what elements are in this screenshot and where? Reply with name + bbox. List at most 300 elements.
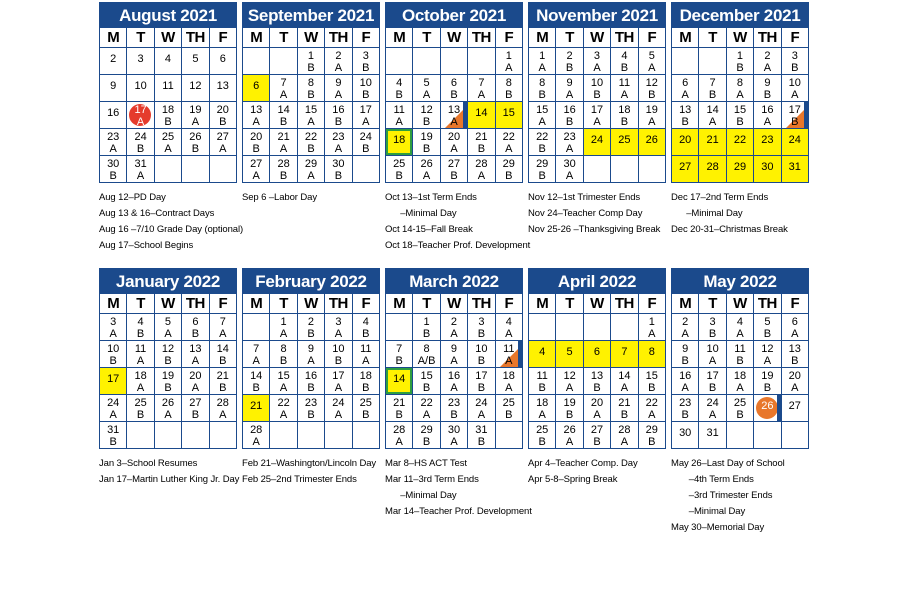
weekday-header: F <box>782 294 809 314</box>
day-cell <box>639 368 666 395</box>
day-cell <box>754 156 781 183</box>
day-cell <box>270 156 297 183</box>
month-grid <box>671 27 809 183</box>
empty-cell <box>468 48 495 75</box>
day-cell <box>639 129 666 156</box>
day-number: 8 <box>505 77 512 89</box>
day-cell <box>441 368 468 395</box>
day-number: 3 <box>362 50 369 62</box>
day-cell <box>155 48 182 75</box>
ab-day-label: B <box>648 436 656 448</box>
day-cell <box>413 102 440 129</box>
day-cell <box>727 314 754 341</box>
day-cell <box>298 129 325 156</box>
ab-day-label: A <box>593 62 601 74</box>
ab-day-label: A <box>252 116 260 128</box>
day-number: 13 <box>679 104 692 116</box>
ab-day-label: B <box>307 382 315 394</box>
ab-day-label: B <box>252 382 260 394</box>
day-number: 13 <box>189 343 202 355</box>
ab-day-label: B <box>362 328 370 340</box>
day-cell <box>754 75 781 102</box>
ab-day-label: B <box>736 116 744 128</box>
day-number: 24 <box>134 131 147 143</box>
day-number: 8 <box>648 346 655 358</box>
day-number: 23 <box>304 397 318 409</box>
day-number: 1 <box>307 50 315 62</box>
day-number: 19 <box>645 104 658 116</box>
day-number: 16 <box>107 107 120 119</box>
month-notes <box>671 456 785 536</box>
day-number: 25 <box>733 397 747 409</box>
month-grid <box>99 27 237 183</box>
ab-day-label: A <box>334 382 343 394</box>
weekday-header: W <box>441 294 468 314</box>
day-cell <box>556 75 583 102</box>
day-number: 29 <box>645 424 658 436</box>
day-number: 13 <box>590 370 604 382</box>
day-cell <box>441 422 468 449</box>
day-cell <box>413 75 440 102</box>
ab-day-label: B <box>334 170 343 182</box>
day-cell <box>100 341 127 368</box>
day-cell <box>210 368 237 395</box>
weekday-header: TH <box>611 294 638 314</box>
ab-day-label: A <box>136 382 145 394</box>
day-cell <box>353 48 380 75</box>
day-cell <box>182 75 209 102</box>
ab-day-label: B <box>538 170 546 182</box>
ab-day-label: B <box>538 382 546 394</box>
month-title: November 2021 <box>528 2 666 27</box>
ab-day-label: B <box>307 409 315 421</box>
ab-day-label: A <box>136 355 145 367</box>
day-cell <box>127 314 154 341</box>
day-number: 27 <box>788 400 801 412</box>
weekday-header: W <box>584 28 611 48</box>
ab-day-label: A <box>450 328 458 340</box>
day-number: 9 <box>110 80 117 92</box>
ab-day-label: B <box>505 170 513 182</box>
day-number: 20 <box>250 131 263 143</box>
day-number: 6 <box>253 80 260 92</box>
day-cell <box>182 129 209 156</box>
ab-day-label: B <box>395 89 403 101</box>
day-number: 27 <box>250 158 263 170</box>
day-cell <box>611 129 638 156</box>
day-number: 14 <box>393 373 406 385</box>
day-cell <box>386 422 413 449</box>
month-calendar <box>528 2 666 183</box>
note-line: –Minimal Day <box>385 208 457 219</box>
day-cell <box>100 75 127 102</box>
day-cell <box>386 75 413 102</box>
day-number: 28 <box>250 424 263 436</box>
ab-day-label: B <box>450 170 458 182</box>
ab-day-label: B <box>505 89 513 101</box>
day-number: 5 <box>192 53 199 65</box>
ab-day-label: A <box>164 328 172 340</box>
day-cell <box>243 129 270 156</box>
day-number: 30 <box>447 424 461 436</box>
day-cell <box>611 75 638 102</box>
ab-day-label: B <box>477 382 486 394</box>
ab-day-label: B <box>648 382 656 394</box>
day-cell <box>298 341 325 368</box>
note-line: Oct 13–1st Term Ends <box>385 192 477 203</box>
day-number: 10 <box>706 343 719 355</box>
day-number: 10 <box>359 77 372 89</box>
ab-day-label: A <box>565 436 574 448</box>
day-number: 8 <box>423 343 430 355</box>
day-number: 22 <box>277 397 290 409</box>
day-number: 2 <box>335 50 342 62</box>
day-cell <box>127 48 154 75</box>
day-number: 7 <box>396 343 403 355</box>
weekday-header: M <box>672 28 699 48</box>
day-cell <box>468 102 495 129</box>
ab-day-label: B <box>763 328 772 340</box>
day-number: 15 <box>536 104 549 116</box>
ab-day-label: A <box>219 409 227 421</box>
day-number: 7 <box>709 77 716 89</box>
day-number: 23 <box>447 397 461 409</box>
day-number: 22 <box>536 131 549 143</box>
month-grid <box>99 293 237 449</box>
empty-cell <box>529 314 556 341</box>
ab-day-label: A <box>279 143 288 155</box>
day-number: 8 <box>280 343 287 355</box>
note-line: Aug 13 & 16–Contract Days <box>99 208 215 219</box>
ab-day-label: B <box>219 116 227 128</box>
ab-day-label: A <box>422 409 431 421</box>
day-number: 29 <box>536 158 549 170</box>
ab-day-label: B <box>708 382 717 394</box>
empty-cell <box>639 156 666 183</box>
day-number: 2 <box>307 316 315 328</box>
note-line: –Minimal Day <box>671 208 743 219</box>
ab-day-label: A <box>736 382 744 394</box>
empty-cell <box>155 156 182 183</box>
month-notes <box>385 190 530 254</box>
day-number: 15 <box>645 370 658 382</box>
day-number: 23 <box>761 134 774 146</box>
ab-day-label: A <box>708 409 717 421</box>
day-cell <box>699 395 726 422</box>
day-cell <box>639 341 666 368</box>
day-number: 19 <box>563 397 576 409</box>
day-cell <box>127 341 154 368</box>
ab-day-label: B <box>136 328 145 340</box>
day-cell <box>413 314 440 341</box>
month-notes <box>99 456 239 488</box>
day-cell <box>529 368 556 395</box>
ab-day-label: B <box>477 355 486 367</box>
day-cell <box>496 102 523 129</box>
ab-day-label: A <box>477 409 486 421</box>
day-number: 21 <box>706 134 719 146</box>
day-number: 11 <box>503 343 515 355</box>
ab-day-label: A <box>307 170 315 182</box>
empty-cell <box>182 422 209 449</box>
month-calendar <box>385 268 523 449</box>
weekday-header: T <box>413 294 440 314</box>
ab-day-label: A <box>505 62 513 74</box>
empty-cell <box>496 422 523 449</box>
note-line: May 30–Memorial Day <box>671 522 765 533</box>
empty-cell <box>155 422 182 449</box>
ab-day-label: B <box>620 409 629 421</box>
day-cell <box>353 395 380 422</box>
empty-cell <box>386 314 413 341</box>
ab-day-label: B <box>620 62 629 74</box>
day-number: 13 <box>447 104 461 116</box>
ab-day-label: B <box>219 382 227 394</box>
day-number: 28 <box>277 158 290 170</box>
ab-day-label: A <box>334 62 343 74</box>
ab-day-label: A <box>681 89 689 101</box>
month-grid <box>528 293 666 449</box>
day-cell <box>413 341 440 368</box>
ab-day-label: A <box>334 143 343 155</box>
weekday-header: M <box>243 28 270 48</box>
day-cell <box>100 395 127 422</box>
day-cell <box>243 368 270 395</box>
day-number: 9 <box>307 343 315 355</box>
ab-day-label: A <box>334 409 343 421</box>
day-cell <box>127 102 154 129</box>
day-cell <box>727 102 754 129</box>
day-number: 11 <box>734 343 746 355</box>
day-number: 20 <box>590 397 604 409</box>
day-cell <box>386 156 413 183</box>
day-number: 28 <box>393 424 406 436</box>
day-cell <box>353 129 380 156</box>
day-cell <box>210 75 237 102</box>
day-cell <box>468 129 495 156</box>
day-number: 3 <box>335 316 342 328</box>
weekday-header: T <box>556 294 583 314</box>
day-cell <box>611 368 638 395</box>
day-number: 31 <box>134 158 147 170</box>
ab-day-label: B <box>422 382 431 394</box>
empty-cell <box>210 156 237 183</box>
day-cell <box>754 48 781 75</box>
day-number: 30 <box>107 158 120 170</box>
weekday-header: TH <box>611 28 638 48</box>
day-cell <box>413 368 440 395</box>
empty-cell <box>298 422 325 449</box>
ab-day-label: B <box>164 116 172 128</box>
weekday-header: TH <box>468 28 495 48</box>
day-cell <box>182 368 209 395</box>
ab-day-label: A <box>620 436 629 448</box>
ab-day-label: A <box>395 436 403 448</box>
day-number: 1 <box>280 316 287 328</box>
day-number: 6 <box>593 346 601 358</box>
ab-day-label: B <box>334 116 343 128</box>
ab-day-label: A <box>708 355 717 367</box>
month-notes <box>528 456 638 488</box>
day-number: 22 <box>645 397 658 409</box>
day-number: 20 <box>788 370 801 382</box>
ab-day-label: B <box>307 328 315 340</box>
ab-day-label: B <box>477 328 486 340</box>
ab-day-label: A <box>648 116 656 128</box>
note-line: Apr 5-8–Spring Break <box>528 474 618 485</box>
ab-day-label: A <box>736 328 744 340</box>
day-number: 13 <box>788 343 801 355</box>
ab-day-label: B <box>538 143 546 155</box>
day-cell <box>270 129 297 156</box>
weekday-header: M <box>243 294 270 314</box>
month-calendar <box>528 268 666 449</box>
ab-day-label: B <box>708 89 717 101</box>
day-cell <box>611 48 638 75</box>
empty-cell <box>672 48 699 75</box>
day-number: 30 <box>679 427 692 439</box>
day-number: 12 <box>189 80 202 92</box>
weekday-header: M <box>529 294 556 314</box>
day-number: 24 <box>332 397 345 409</box>
day-number: 14 <box>618 370 631 382</box>
day-number: 26 <box>420 158 433 170</box>
ab-day-label: B <box>307 62 315 74</box>
day-number: 14 <box>277 104 290 116</box>
month-notes <box>528 190 660 238</box>
note-line: Oct 14-15–Fall Break <box>385 224 473 235</box>
day-cell <box>325 368 352 395</box>
note-line: Apr 4–Teacher Comp. Day <box>528 458 638 469</box>
day-cell <box>100 368 127 395</box>
empty-cell <box>270 422 297 449</box>
day-cell <box>639 48 666 75</box>
day-number: 4 <box>621 50 628 62</box>
weekday-header: T <box>270 28 297 48</box>
day-number: 2 <box>764 50 771 62</box>
weekday-header: TH <box>754 294 781 314</box>
day-number: 14 <box>475 107 488 119</box>
ab-day-label: A <box>681 328 689 340</box>
ab-day-label: B <box>307 89 315 101</box>
day-cell <box>584 75 611 102</box>
empty-cell <box>413 48 440 75</box>
ab-day-label: B <box>708 328 717 340</box>
ab-day-label: B <box>505 409 513 421</box>
ab-day-label: A <box>422 89 431 101</box>
ab-day-label: B <box>252 143 260 155</box>
day-cell <box>611 395 638 422</box>
day-number: 31 <box>706 427 719 439</box>
note-line: Aug 12–PD Day <box>99 192 166 203</box>
day-cell <box>468 314 495 341</box>
day-number: 15 <box>304 104 318 116</box>
ab-day-label: A <box>565 382 574 394</box>
day-cell <box>556 156 583 183</box>
day-cell <box>496 341 523 368</box>
ab-day-label: B <box>362 89 370 101</box>
day-cell <box>529 48 556 75</box>
day-number: 9 <box>682 343 689 355</box>
ab-day-label: A <box>708 116 717 128</box>
month-title: April 2022 <box>528 268 666 293</box>
day-number: 20 <box>447 131 461 143</box>
note-line: Feb 25–2nd Trimester Ends <box>242 474 357 485</box>
month-notes <box>242 456 376 488</box>
ab-day-label: B <box>648 89 656 101</box>
day-number: 28 <box>216 397 229 409</box>
weekday-header: W <box>298 28 325 48</box>
day-number: 12 <box>420 104 433 116</box>
day-cell <box>100 422 127 449</box>
day-number: 17 <box>134 104 147 116</box>
day-number: 5 <box>566 346 573 358</box>
day-number: 15 <box>502 107 515 119</box>
ab-day-label: A <box>505 328 513 340</box>
ab-day-label: A <box>450 436 458 448</box>
day-cell <box>100 156 127 183</box>
day-cell <box>243 395 270 422</box>
day-number: 11 <box>618 77 631 89</box>
ab-day-label: A <box>648 409 656 421</box>
ab-day-label: A <box>136 170 145 182</box>
day-number: 22 <box>733 134 747 146</box>
day-number: 31 <box>107 424 120 436</box>
weekday-header: T <box>127 28 154 48</box>
ab-day-label: A <box>620 89 629 101</box>
day-cell <box>155 368 182 395</box>
note-line: Mar 11–3rd Term Ends <box>385 474 479 485</box>
note-line: May 26–Last Day of School <box>671 458 785 469</box>
day-cell <box>529 102 556 129</box>
day-number: 17 <box>788 104 801 116</box>
day-cell <box>100 48 127 75</box>
day-number: 3 <box>791 50 798 62</box>
ab-day-label: A <box>593 409 601 421</box>
ab-day-label: B <box>477 436 486 448</box>
ab-day-label: B <box>620 116 629 128</box>
day-number: 25 <box>393 158 406 170</box>
ab-day-label: A <box>164 143 172 155</box>
weekday-header: M <box>386 294 413 314</box>
day-number: 6 <box>682 77 689 89</box>
weekday-header: T <box>270 294 297 314</box>
day-cell <box>754 395 781 422</box>
day-number: 4 <box>505 316 512 328</box>
day-number: 7 <box>621 346 628 358</box>
weekday-header: W <box>584 294 611 314</box>
note-line: –Minimal Day <box>671 506 746 517</box>
day-cell <box>155 102 182 129</box>
day-cell <box>727 48 754 75</box>
day-number: 1 <box>648 316 655 328</box>
day-number: 23 <box>563 131 576 143</box>
day-cell <box>182 102 209 129</box>
day-cell <box>270 102 297 129</box>
day-cell <box>325 102 352 129</box>
ab-day-label: B <box>422 436 431 448</box>
ab-day-label: B <box>362 382 370 394</box>
day-cell <box>155 314 182 341</box>
day-cell <box>325 156 352 183</box>
day-cell <box>325 314 352 341</box>
ab-day-label: B <box>279 116 288 128</box>
day-cell <box>496 129 523 156</box>
ab-day-label: A <box>362 116 370 128</box>
day-cell <box>441 75 468 102</box>
day-number: 11 <box>360 343 372 355</box>
day-number: 12 <box>761 343 774 355</box>
